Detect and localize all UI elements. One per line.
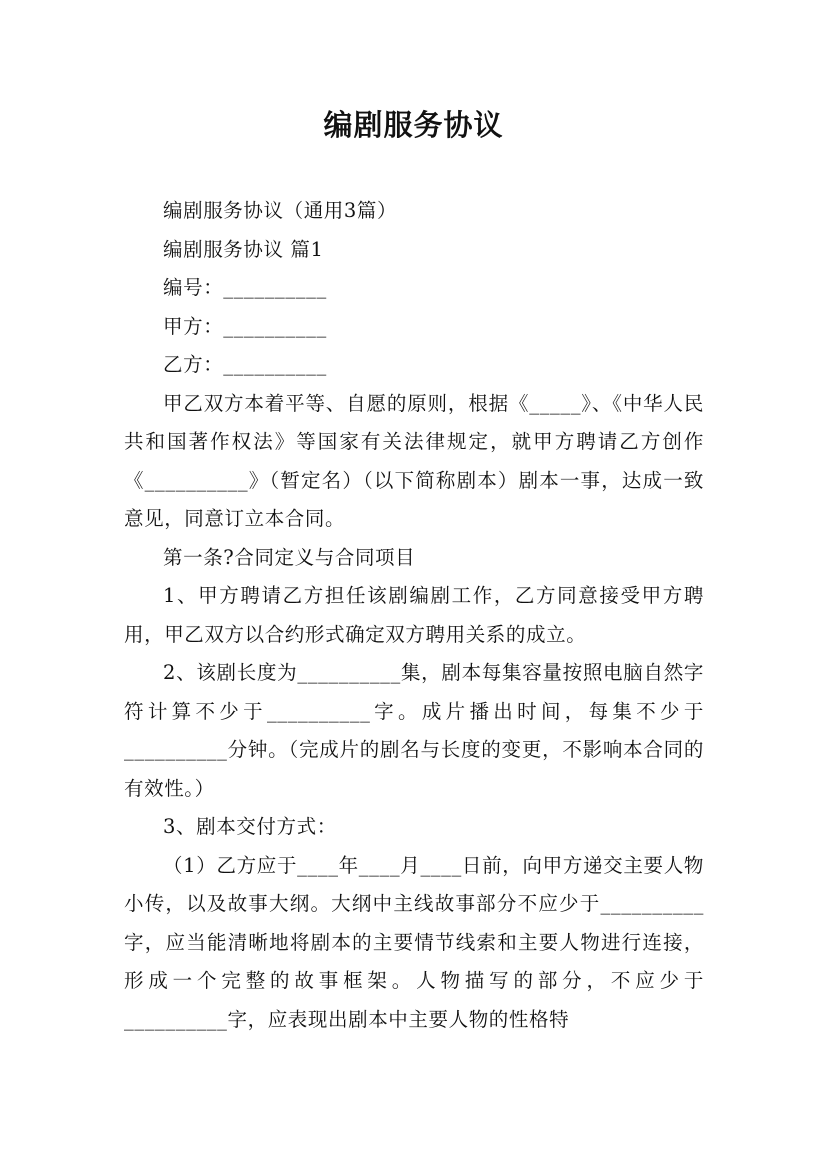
paragraph-section-heading: 编剧服务协议 篇1 xyxy=(163,237,324,261)
paragraph-clause-3-1: （1）乙方应于____年____月____日前，向甲方递交主要人物小传，以及故事大纲。大纲中主线故事部分不应少于__________字，应当能清晰地将剧本的主要情节线索和主要人物进行连接，形成一个完整的故事框架。人物描写的部分，不应少于__________字，应表现出剧本中主要人物的性格特 xyxy=(124,853,704,1031)
paragraph-party-b: 乙方：__________ xyxy=(163,353,327,376)
document-body xyxy=(124,192,704,1039)
paragraph-clause-1: 1、甲方聘请乙方担任该剧编剧工作，乙方同意接受甲方聘用，甲乙双方以合约形式确定双方聘用关系的成立。 xyxy=(124,584,704,646)
paragraph-clause-3: 3、剧本交付方式： xyxy=(163,815,337,838)
paragraph-article-one: 第一条?合同定义与合同项目 xyxy=(163,545,416,569)
paragraph-subtitle: 编剧服务协议（通用3篇） xyxy=(163,199,398,222)
paragraph-clause-2: 2、该剧长度为__________集，剧本每集容量按照电脑自然字符计算不少于__________字。成片播出时间，每集不少于__________分钟。（完成片的剧名与长度的变更，不影响本合同的有效性。） xyxy=(124,661,704,800)
paragraph-party-a: 甲方：__________ xyxy=(163,314,327,338)
paragraph-preamble: 甲乙双方本着平等、自愿的原则，根据《_____》、《中华人民共和国著作权法》等国家有关法律规定，就甲方聘请乙方创作《__________》（暂定名）（以下简称剧本）剧本一事，达成一致意见，同意订立本合同。 xyxy=(124,391,704,530)
document-title: 编剧服务协议 xyxy=(323,108,504,142)
paragraph-number-field: 编号：__________ xyxy=(163,276,327,299)
